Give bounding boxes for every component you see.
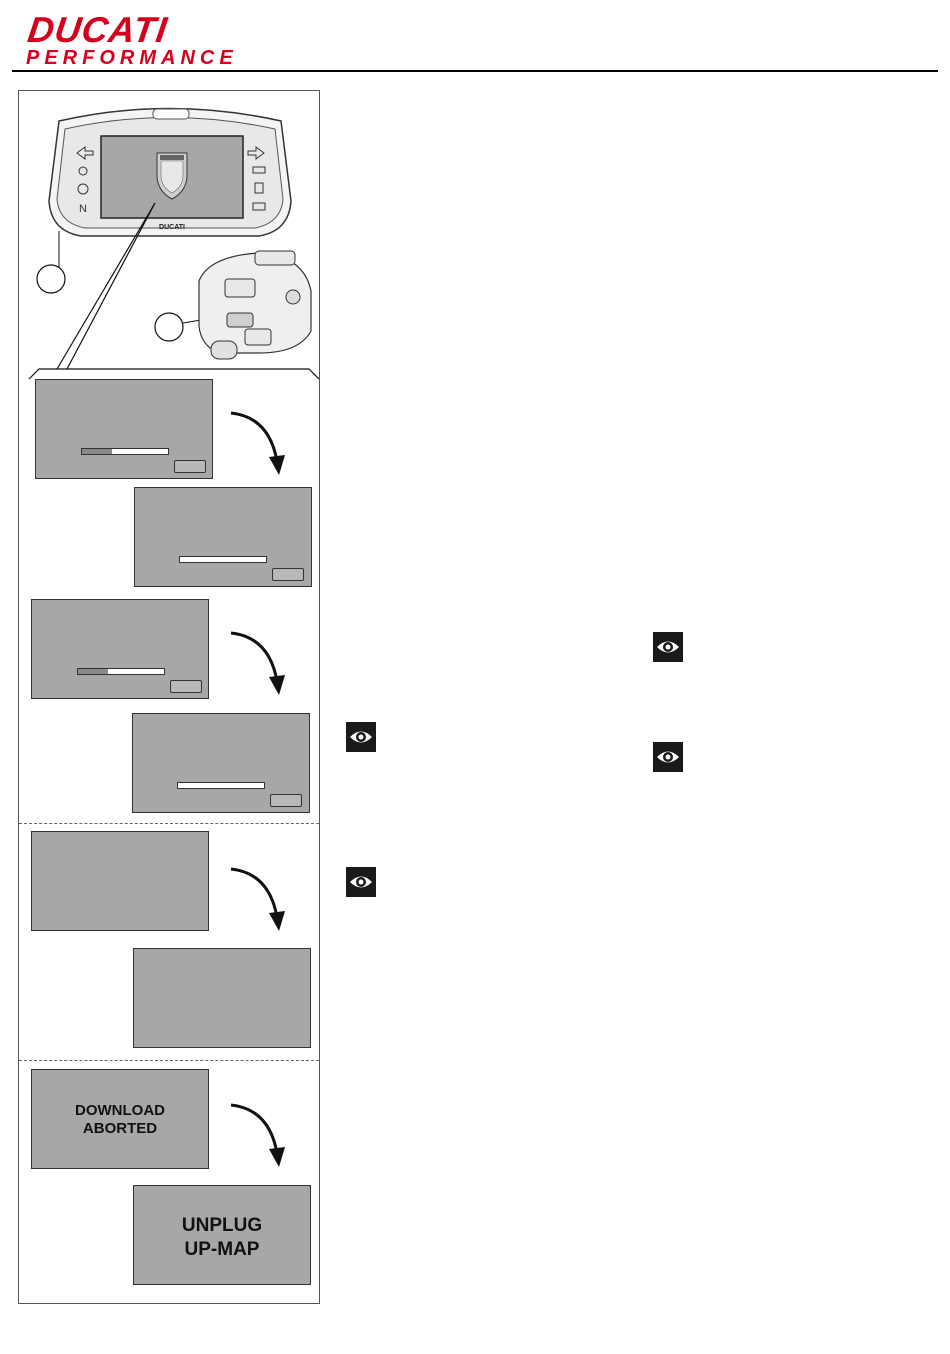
screen-blank: [31, 831, 209, 931]
progress-bar: [179, 556, 267, 563]
section-divider: [19, 1060, 319, 1061]
curved-arrow-icon: [227, 863, 287, 935]
progress-bar: [81, 448, 169, 455]
screen-message: [32, 1102, 208, 1138]
callout-1: [37, 265, 65, 293]
screen-button: [174, 460, 206, 473]
eye-icon: [653, 632, 683, 662]
screen-unplug-up-map: [133, 1185, 311, 1285]
screen-message: [134, 1214, 310, 1262]
instrument-cluster: [49, 109, 291, 237]
logo-ducati-text: DUCATI: [25, 9, 171, 50]
illustration-panel: [18, 90, 320, 1304]
ducati-performance-logo: [24, 9, 314, 69]
screen-progress-partial: [35, 379, 213, 479]
screen-progress-complete: [134, 487, 312, 587]
bezel-brand-text: DUCATI: [159, 224, 185, 231]
dashboard-illustration: [19, 91, 319, 381]
curved-arrow-icon: [227, 627, 287, 699]
eye-icon: [653, 742, 683, 772]
progress-fill: [78, 669, 108, 674]
eye-icon: [346, 722, 376, 752]
message-line-2: UP-MAP: [184, 1239, 260, 1260]
header-rule: [12, 70, 938, 72]
section-divider: [19, 823, 319, 824]
message-line-1: UNPLUG: [181, 1215, 263, 1236]
screen-progress-partial: [31, 599, 209, 699]
message-line-1: DOWNLOAD: [75, 1102, 165, 1119]
screen-progress-complete: [132, 713, 310, 813]
screen-blank: [133, 948, 311, 1048]
progress-fill: [82, 449, 112, 454]
progress-bar: [77, 668, 165, 675]
handlebar-switch-illustration: [199, 251, 311, 359]
logo-performance-text: PERFORMANCE: [26, 47, 238, 69]
neutral-icon: N: [79, 203, 87, 215]
progress-bar: [177, 782, 265, 789]
message-line-2: ABORTED: [82, 1120, 158, 1137]
curved-arrow-icon: [227, 1099, 287, 1171]
screen-button: [170, 680, 202, 693]
screen-button: [270, 794, 302, 807]
screen-button: [272, 568, 304, 581]
curved-arrow-icon: [227, 407, 287, 479]
screen-download-aborted: [31, 1069, 209, 1169]
callout-2: [155, 313, 183, 341]
eye-icon: [346, 867, 376, 897]
